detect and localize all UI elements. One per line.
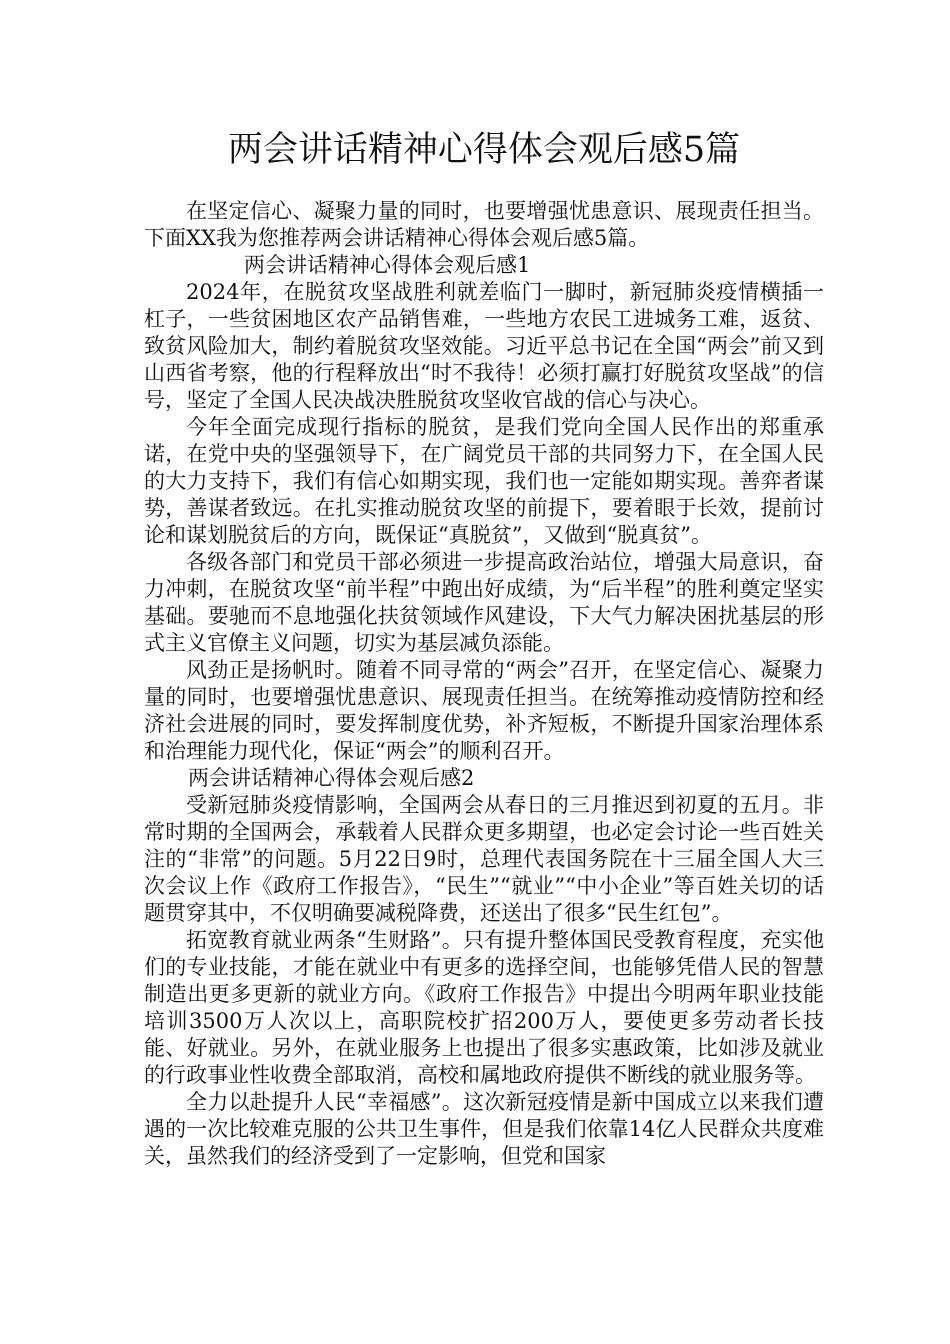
section-1-heading: 两会讲话精神心得体会观后感1 [244, 253, 531, 277]
section-1-paragraph-3: 各级各部门和党员干部必须进一步提高政治站位，增强大局意识，奋力冲刺，在脱贫攻坚“前半程”中跑出好成绩，为“后半程”的胜利奠定坚实基础。要驰而不息地强化扶贫领域作风建设，下大气力解决困扰基层的形式主义官僚主义问题，切实为基层减负添能。 [144, 550, 824, 655]
section-2-paragraph-1: 受新冠肺炎疫情影响，全国两会从春日的三月推迟到初夏的五月。非常时期的全国两会，承载着人民群众更多期望，也必定会讨论一些百姓关注的“非常”的问题。5月22日9时，总理代表国务院在十三届全国人大三次会议上作《政府工作报告》，“民生”“就业”“中小企业”等百姓关切的话题贯穿其中，不仅明确要减税降费，还送出了很多“民生红包”。 [144, 793, 824, 925]
intro-paragraph: 在坚定信心、凝聚力量的同时，也要增强忧患意识、展现责任担当。下面XX我为您推荐两会讲话精神心得体会观后感5篇。 [144, 199, 824, 250]
document-body [144, 198, 824, 1170]
section-1-paragraph-4: 风劲正是扬帆时。随着不同寻常的“两会”召开，在坚定信心、凝聚力量的同时，也要增强忧患意识、展现责任担当。在统筹推动疫情防控和经济社会进展的同时，要发挥制度优势，补齐短板，不断提升国家治理体系和治理能力现代化，保证“两会”的顺利召开。 [144, 658, 824, 763]
section-1-paragraph-1: 2024年，在脱贫攻坚战胜利就差临门一脚时，新冠肺炎疫情横插一杠子，一些贫困地区农产品销售难，一些地方农民工进城务工难，返贫、致贫风险加大，制约着脱贫攻坚效能。习近平总书记在全国“两会”前又到山西省考察，他的行程释放出“时不我待！必须打赢打好脱贫攻坚战”的信号，坚定了全国人民决战决胜脱贫攻坚收官战的信心与决心。 [144, 280, 824, 412]
section-2-paragraph-3: 全力以赴提升人民“幸福感”。这次新冠疫情是新中国成立以来我们遭遇的一次比较难克服的公共卫生事件，但是我们依靠14亿人民群众共度难关，虽然我们的经济受到了一定影响，但党和国家 [144, 1090, 824, 1168]
document-page [144, 118, 824, 1170]
section-2-paragraph-2: 拓宽教育就业两条“生财路”。只有提升整体国民受教育程度，充实他们的专业技能，才能在就业中有更多的选择空间，也能够凭借人民的智慧制造出更多更新的就业方向。《政府工作报告》中提出今明两年职业技能培训3500万人次以上，高职院校扩招200万人，要使更多劳动者长技能、好就业。另外，在就业服务上也提出了很多实惠政策，比如涉及就业的行政事业性收费全部取消，高校和属地政府提供不断线的就业服务等。 [144, 928, 824, 1087]
section-2-heading: 两会讲话精神心得体会观后感2 [188, 766, 475, 790]
section-1-paragraph-2: 今年全面完成现行指标的脱贫，是我们党向全国人民作出的郑重承诺，在党中央的坚强领导下，在广阔党员干部的共同努力下，在全国人民的大力支持下，我们有信心如期实现，我们也一定能如期实现。善弈者谋势，善谋者致远。在扎实推动脱贫攻坚的前提下，要着眼于长效，提前讨论和谋划脱贫后的方向，既保证“真脱贫”，又做到“脱真贫”。 [144, 415, 824, 547]
document-title: 两会讲话精神心得体会观后感5篇 [227, 130, 741, 170]
